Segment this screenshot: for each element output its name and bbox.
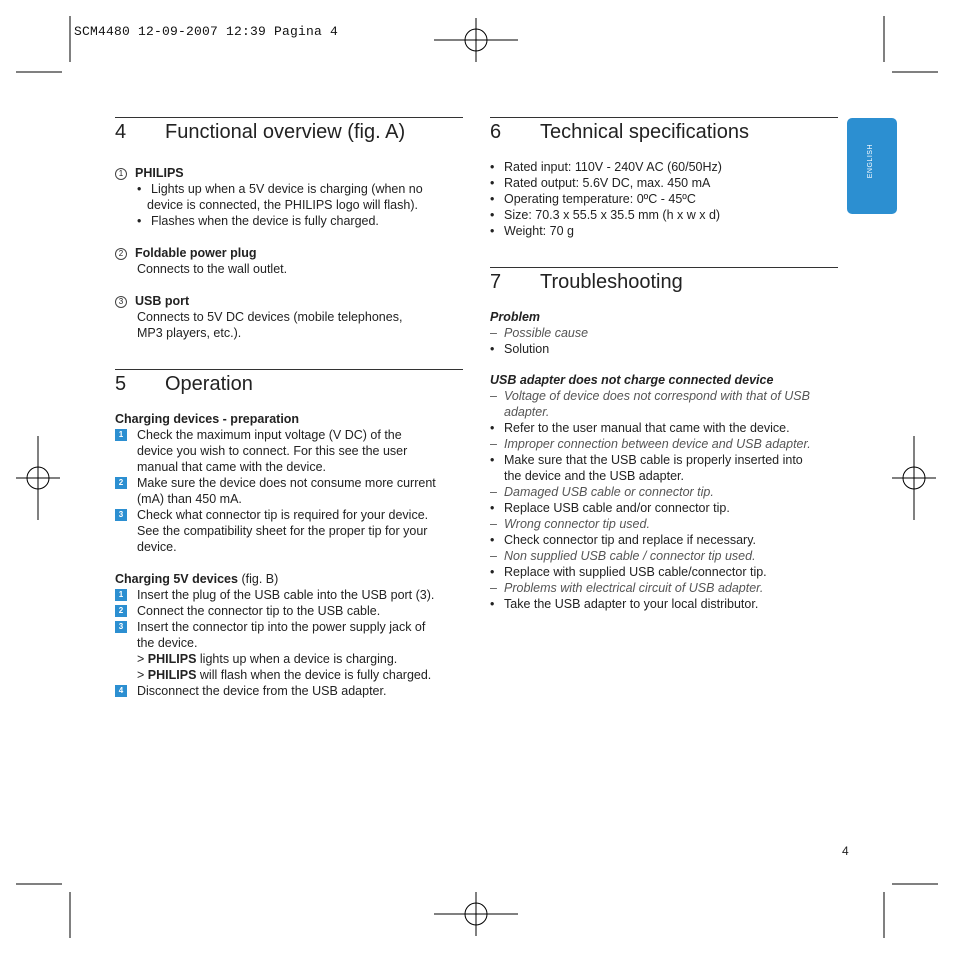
step-number-badge: 1 (115, 589, 127, 601)
item-usb-port (115, 293, 465, 309)
section6-rule (490, 117, 838, 118)
prep-step (115, 475, 465, 507)
step-number-badge: 2 (115, 477, 127, 489)
step-text: device you wish to connect. For this see the user (137, 444, 408, 458)
print-slug: SCM4480 12-09-2007 12:39 Pagina 4 (74, 24, 339, 39)
list-item-cont: device is connected, the PHILIPS logo will flash). (147, 198, 418, 212)
item-power-plug-text: Connects to the wall outlet. (137, 262, 288, 276)
step-text: manual that came with the device. (137, 460, 326, 474)
solution-item: • Replace with supplied USB cable/connector tip. (490, 564, 840, 580)
solution-item: • Take the USB adapter to your local distributor. (490, 596, 840, 612)
section6-number: 6 (490, 121, 502, 143)
spec-item: • Operating temperature: 0ºC - 45ºC (490, 191, 840, 207)
charge-heading-suffix: (fig. B) (241, 572, 279, 586)
step-number-badge: 2 (115, 605, 127, 617)
step-text: Insert the plug of the USB cable into the USB port (3). (137, 588, 435, 602)
item-philips-heading: PHILIPS (135, 166, 184, 180)
legend-problem: Problem (490, 310, 541, 324)
solution-item (490, 452, 840, 484)
spec-item: • Weight: 70 g (490, 223, 840, 239)
step-result (137, 667, 465, 683)
charge-heading-text: Charging 5V devices (115, 572, 238, 586)
step-text: Insert the connector tip into the power supply jack of (137, 620, 426, 634)
step-text: Disconnect the device from the USB adapter. (137, 684, 387, 698)
section7-title: Troubleshooting (540, 271, 683, 293)
prep-step (115, 427, 465, 475)
callout-2: 2 (115, 248, 127, 260)
cause-item: – Wrong connector tip used. (490, 516, 840, 532)
page-number: 4 (842, 844, 849, 858)
result-brand: PHILIPS (147, 668, 197, 682)
cause-item: – Improper connection between device and USB adapter. (490, 436, 840, 452)
step-text: device. (137, 540, 177, 554)
list-item: • Flashes when the device is fully charged. (137, 213, 465, 229)
step-text: Check what connector tip is required for your device. (137, 508, 429, 522)
item-power-plug-heading: Foldable power plug (135, 246, 257, 260)
cause-text: – Voltage of device does not correspond with that of USB (504, 389, 810, 403)
section4-number: 4 (115, 121, 127, 143)
section4-heading (115, 121, 405, 144)
step-text: the device. (137, 636, 198, 650)
prep-step (115, 507, 465, 555)
section4-title: Functional overview (fig. A) (165, 121, 406, 143)
cause-item: – Damaged USB cable or connector tip. (490, 484, 840, 500)
charge-heading (115, 571, 465, 587)
spec-item: • Size: 70.3 x 55.5 x 35.5 mm (h x w x d) (490, 207, 840, 223)
section7-rule (490, 267, 838, 268)
section4-body (115, 165, 465, 341)
charge-step (115, 619, 465, 683)
section5-heading (115, 373, 253, 396)
step-result (137, 651, 465, 667)
item-usb-port-heading: USB port (135, 294, 190, 308)
section4-rule (115, 117, 463, 118)
callout-3: 3 (115, 296, 127, 308)
solution-text: the device and the USB adapter. (504, 469, 684, 483)
charge-step (115, 603, 465, 619)
result-marker: > (137, 652, 145, 666)
item-power-plug (115, 245, 465, 261)
solution-item: • Refer to the user manual that came with the device. (490, 420, 840, 436)
step-text: (mA) than 450 mA. (137, 492, 242, 506)
solution-item: • Replace USB cable and/or connector tip. (490, 500, 840, 516)
step-number-badge: 3 (115, 509, 127, 521)
result-brand: PHILIPS (147, 652, 197, 666)
step-number-badge: 3 (115, 621, 127, 633)
spec-item: • Rated output: 5.6V DC, max. 450 mA (490, 175, 840, 191)
step-number-badge: 1 (115, 429, 127, 441)
section5-number: 5 (115, 373, 127, 395)
cause-item: – Non supplied USB cable / connector tip used. (490, 548, 840, 564)
section7-number: 7 (490, 271, 502, 293)
legend-solution: • Solution (490, 341, 840, 357)
section6-heading (490, 121, 749, 144)
cause-item (490, 388, 840, 420)
cause-text: adapter. (504, 405, 550, 419)
step-text: See the compatibility sheet for the proper tip for your (137, 524, 428, 538)
item-usb-port-text1: Connects to 5V DC devices (mobile telephones, (137, 310, 403, 324)
spec-item: • Rated input: 110V - 240V AC (60/50Hz) (490, 159, 840, 175)
solution-item: • Check connector tip and replace if necessary. (490, 532, 840, 548)
callout-1: 1 (115, 168, 127, 180)
charge-step (115, 683, 465, 699)
section7-heading (490, 271, 683, 294)
step-number-badge: 4 (115, 685, 127, 697)
list-item: • Lights up when a 5V device is charging (when no (137, 181, 465, 197)
result-text: lights up when a device is charging. (199, 652, 398, 666)
step-text: Make sure the device does not consume more current (137, 476, 436, 490)
prep-heading: Charging devices - preparation (115, 412, 300, 426)
language-tab-label: ENGLISH (867, 144, 874, 179)
legend-cause: – Possible cause (490, 325, 840, 341)
section5-title: Operation (165, 373, 253, 395)
cause-item: – Problems with electrical circuit of USB adapter. (490, 580, 840, 596)
language-tab (847, 118, 897, 214)
item-usb-port-text2: MP3 players, etc.). (137, 326, 242, 340)
result-marker: > (137, 668, 145, 682)
step-text: Check the maximum input voltage (V DC) of the (137, 428, 402, 442)
solution-text: • Make sure that the USB cable is properly inserted into (504, 453, 803, 467)
problem-heading: USB adapter does not charge connected device (490, 373, 774, 387)
section5-body (115, 411, 465, 699)
step-text: Connect the connector tip to the USB cable. (137, 604, 381, 618)
item-philips (115, 165, 465, 181)
result-text: will flash when the device is fully charged. (199, 668, 432, 682)
specs-list (490, 159, 840, 239)
charge-step (115, 587, 465, 603)
troubleshooting-body (490, 309, 840, 612)
section5-rule (115, 369, 463, 370)
section6-title: Technical specifications (540, 121, 749, 143)
